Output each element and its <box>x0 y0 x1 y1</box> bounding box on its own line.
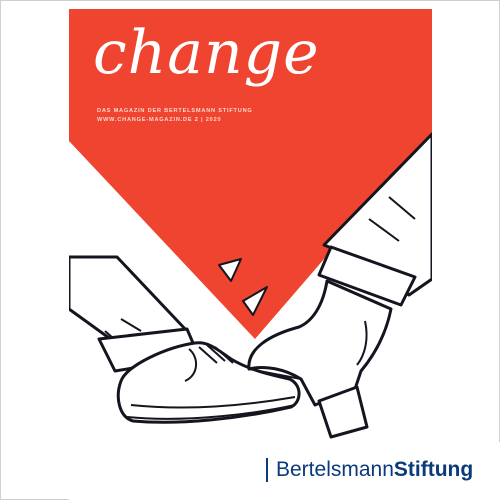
right-trouser-leg <box>319 134 432 305</box>
logo-part-2: Stiftung <box>393 458 474 481</box>
magazine-subtitle: DAS MAGAZIN DER BERTELSMANN STIFTUNG <box>97 108 253 114</box>
magazine-cover <box>69 9 432 500</box>
magazine-masthead: change <box>93 18 320 88</box>
issue-line: WWW.CHANGE-MAGAZIN.DE 2 | 2020 <box>97 117 222 123</box>
logo-divider-bar <box>266 458 268 482</box>
bertelsmann-stiftung-logo <box>250 442 500 500</box>
logo-wordmark <box>276 456 473 484</box>
logo-part-1: Bertelsmann <box>276 458 394 481</box>
impact-spark-icon <box>219 259 267 315</box>
